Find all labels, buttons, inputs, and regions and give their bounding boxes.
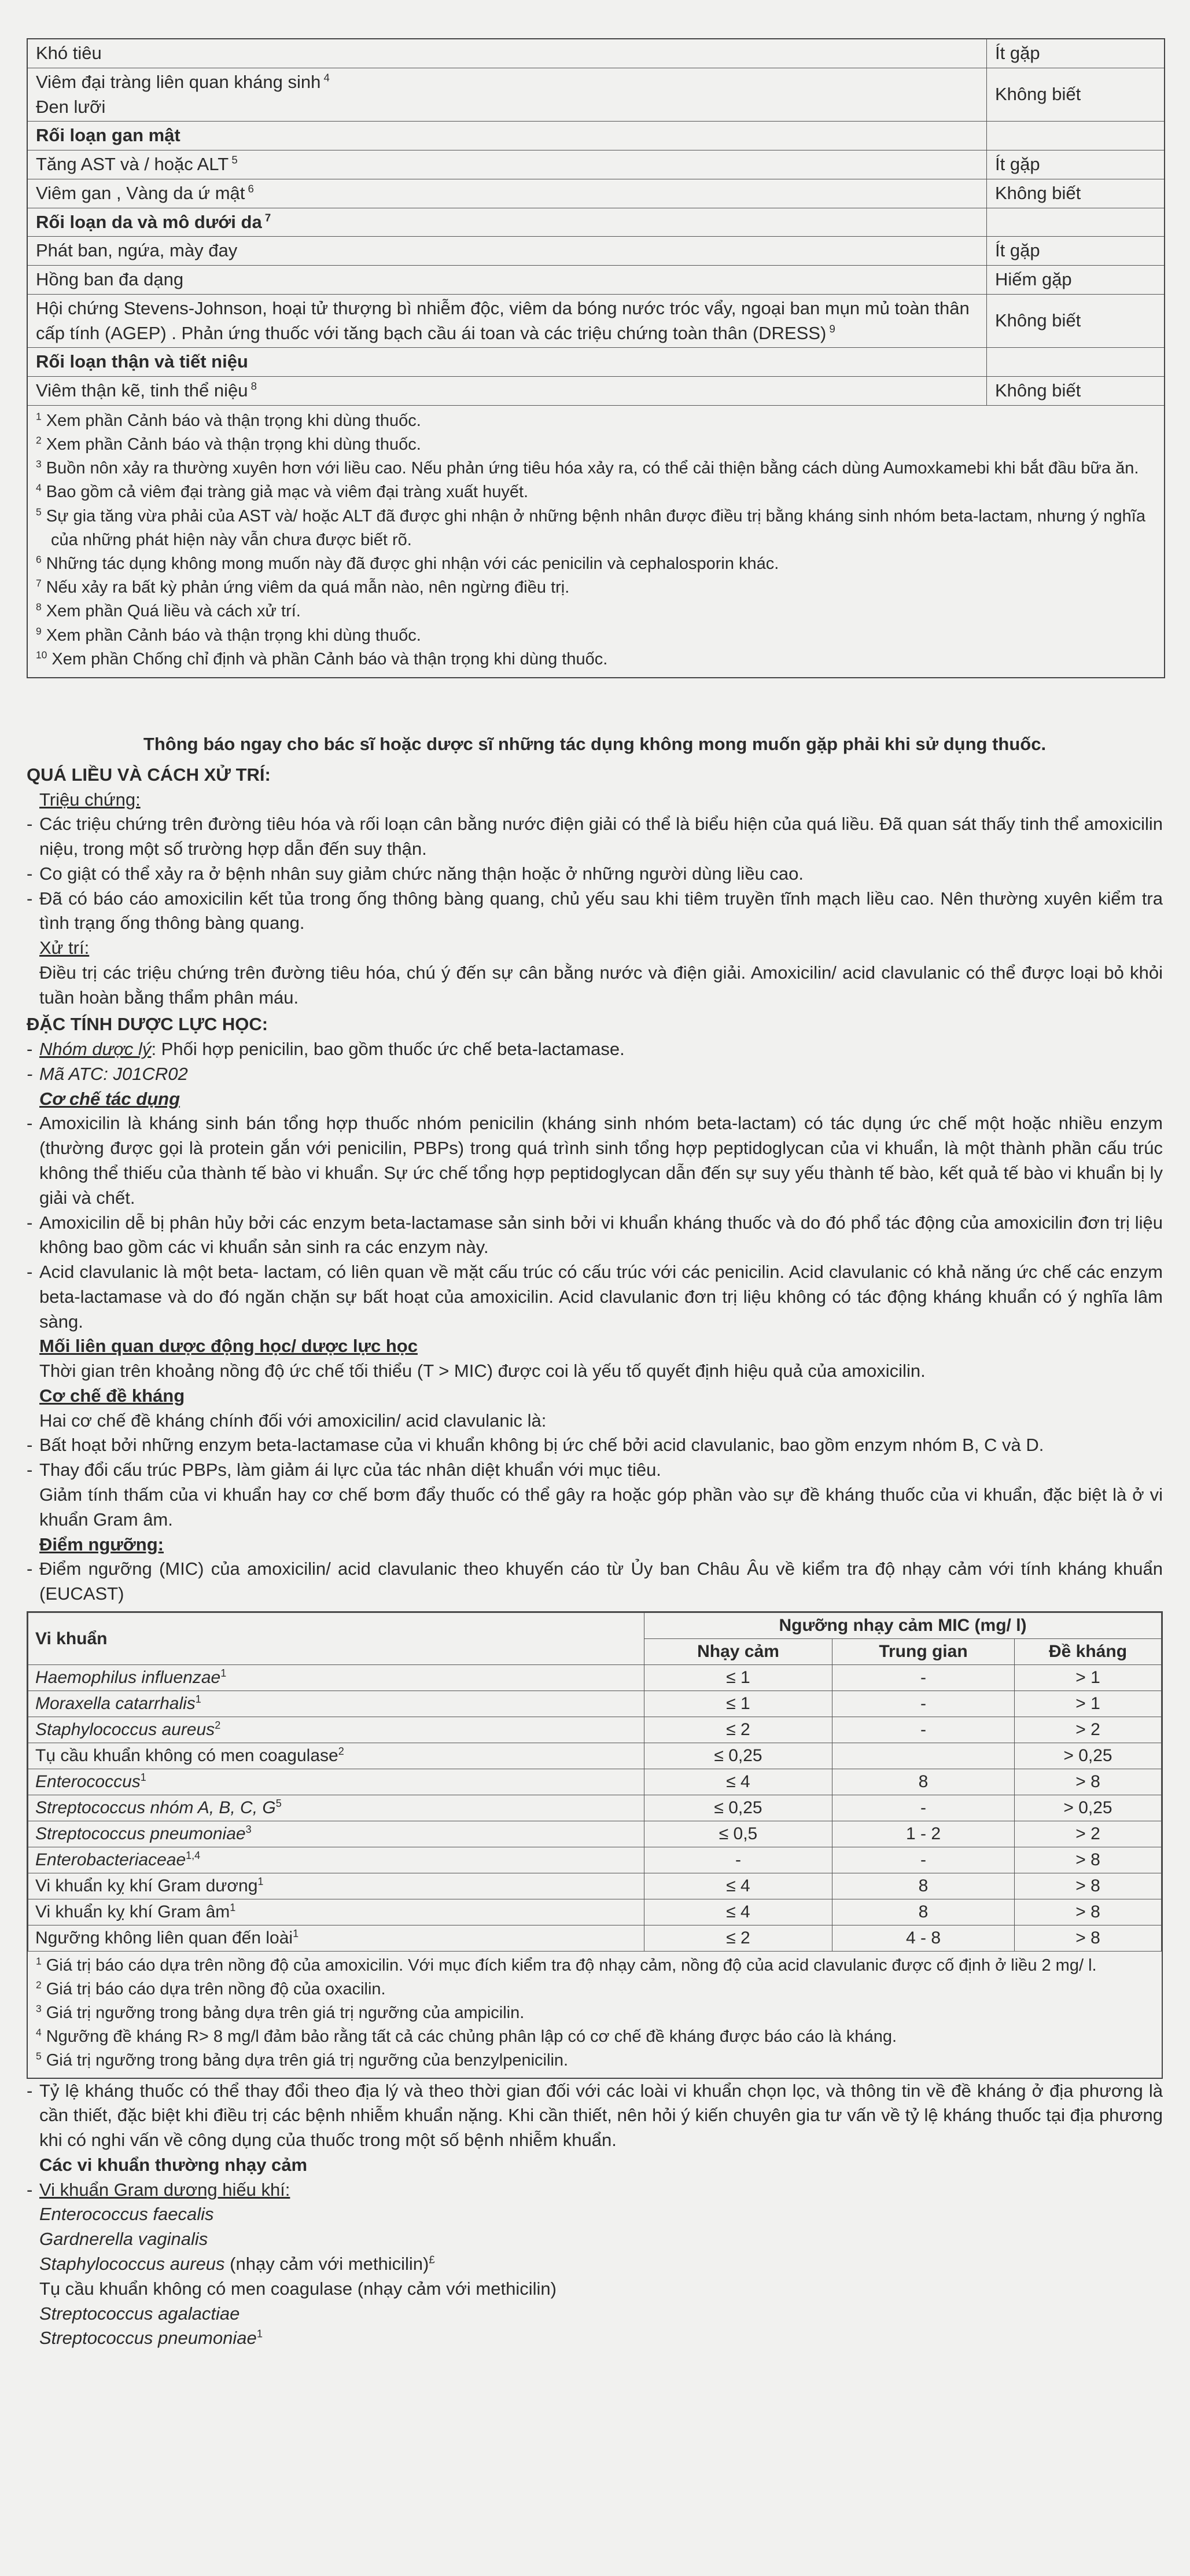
ae-frequency: Ít gặp: [987, 39, 1165, 68]
ae-effect-text: Viêm thận kẽ, tinh thể niệu: [36, 380, 248, 401]
footnote-marker: 3: [245, 1824, 252, 1836]
ae-row: [28, 377, 1164, 406]
ae-effect: [28, 266, 987, 295]
mic-footnotes: [28, 1952, 1162, 2078]
mic-bacterium: [28, 1769, 644, 1795]
sensitive-name: Staphylococcus aureus: [39, 2254, 225, 2274]
main-text: [27, 732, 1163, 2351]
footnote-text: Xem phần Chống chỉ định và phần Cảnh báo và thận trọng khi dùng thuốc.: [47, 649, 608, 668]
mic-bacterium: [28, 1795, 644, 1821]
mic-intermediate: 8: [832, 1769, 1015, 1795]
footnote-text: Xem phần Cảnh báo và thận trọng khi dùng thuốc.: [41, 626, 421, 645]
mic-bacterium-name: Enterococcus: [35, 1772, 141, 1792]
footnote: [36, 409, 1156, 433]
footnote-marker: 2: [36, 1979, 42, 1991]
footnote-text: Nếu xảy ra bất kỳ phản ứng viêm da quá mẫn nào, nên ngừng điều trị.: [41, 578, 570, 597]
ae-effect-text: Khó tiêu: [36, 43, 102, 63]
mic-susceptible: ≤ 0,25: [644, 1743, 832, 1769]
mic-row: [28, 1743, 1162, 1769]
mic-bacterium-name: Vi khuẩn kỵ khí Gram dương: [35, 1876, 258, 1896]
pharmacologic-group: - Nhóm dược lý: Phối hợp penicilin, bao gồm thuốc ức chế beta-lactamase.: [27, 1037, 1163, 1062]
ae-row: [28, 266, 1164, 295]
resistance-item: - Thay đổi cấu trúc PBPs, làm giảm ái lực của tác nhân diệt khuẩn với mục tiêu.: [27, 1458, 1163, 1483]
ae-effect-text: Đen lưỡi: [36, 96, 106, 117]
mic-intermediate: 8: [832, 1899, 1015, 1925]
mic-col-resistant: Đề kháng: [1015, 1638, 1162, 1664]
sensitive-item: [39, 2326, 1163, 2351]
footnote-text: Bao gồm cả viêm đại tràng giả mạc và viêm đại tràng xuất huyết.: [41, 483, 529, 502]
ae-effect: [28, 68, 987, 122]
footnote-marker: 9: [36, 624, 42, 637]
footnote-marker: 1: [293, 1928, 299, 1940]
footnote-marker: 1: [36, 410, 42, 422]
sensitive-name: Gardnerella vaginalis: [39, 2229, 208, 2250]
ae-group-row: [28, 122, 1164, 150]
mic-susceptible: -: [644, 1847, 832, 1873]
footnote: [36, 457, 1156, 480]
mic-bacterium-name: Streptococcus nhóm A, B, C, G: [35, 1798, 276, 1818]
ae-group-row: [28, 348, 1164, 377]
footnote: [36, 552, 1156, 576]
ae-group-label: [28, 348, 987, 377]
mic-resistant: > 8: [1015, 1899, 1162, 1925]
mic-intermediate: 8: [832, 1873, 1015, 1899]
footnote-marker: 10: [36, 649, 47, 661]
ae-row: [28, 150, 1164, 179]
sensitive-subheading: - Vi khuẩn Gram dương hiếu khí:: [27, 2178, 1163, 2203]
footnote: [36, 433, 1156, 457]
mic-resistant: > 8: [1015, 1925, 1162, 1951]
footnote-text: Giá trị báo cáo dựa trên nồng độ của amoxicilin. Với mục đích kiểm tra độ nhạy cảm, nồng độ của acid clavulanic được cố định ở liều 2 mg/ l.: [41, 1956, 1097, 1975]
sensitive-item: [39, 2202, 1163, 2227]
mic-bacterium: [28, 1743, 644, 1769]
ae-frequency: [987, 122, 1165, 150]
ae-effect-text: Viêm đại tràng liên quan kháng sinh: [36, 71, 321, 92]
resistance-item: - Bất hoạt bởi những enzym beta-lactamase của vi khuẩn không bị ức chế bởi acid clavulanic, bao gồm enzym nhóm B, C và D.: [27, 1433, 1163, 1458]
mic-breakpoint-table: [27, 1611, 1163, 2079]
sensitive-item: [39, 2252, 1163, 2277]
resistance-label: Cơ chế đề kháng: [39, 1385, 185, 1406]
mic-col-bacteria: Vi khuẩn: [28, 1612, 644, 1664]
footnote: [36, 480, 1156, 504]
ae-frequency: Ít gặp: [987, 150, 1165, 179]
mic-bacterium: [28, 1847, 644, 1873]
mic-bacterium: [28, 1717, 644, 1743]
ae-effect-text: Phát ban, ngứa, mày đay: [36, 240, 238, 261]
mechanism-item: - Amoxicilin là kháng sinh bán tổng hợp thuốc nhóm penicilin (kháng sinh nhóm beta-lactam) có tác dụng ức chế một hoặc nhiều enzym (thường được gọi là protein gắn với penicilin, PBPs) trong quá trình sinh tổng hợp peptidoglycan của vi khuẩn, là một thành phần cấu trúc không thể thiếu của thành tế bào vi khuẩn. Sự ức chế tổng hợp peptidoglycan dẫn đến sự suy yếu thành tế bào, kết quả tế bào vi khuẩn bị ly giải và chết.: [27, 1111, 1163, 1210]
sensitive-name: Enterococcus faecalis: [39, 2204, 214, 2225]
footnote-marker: 1: [220, 1667, 227, 1680]
mic-intermediate: -: [832, 1664, 1015, 1691]
footnote-marker: 5: [36, 505, 42, 517]
mic-bacterium-name: Streptococcus pneumoniae: [35, 1824, 246, 1844]
footnote-marker: 7: [261, 211, 271, 224]
sensitive-name: Streptococcus pneumoniae: [39, 2328, 257, 2349]
ae-row: [28, 179, 1164, 208]
footnote-marker: 6: [245, 182, 254, 195]
mic-bacterium: [28, 1873, 644, 1899]
footnote-text: Ngưỡng đề kháng R> 8 mg/l đảm bảo rằng tất cả các chủng phân lập có cơ chế đề kháng được báo cáo là kháng.: [41, 2027, 897, 2046]
ae-effect-text: Hồng ban đa dạng: [36, 269, 184, 290]
resistance-geography: - Tỷ lệ kháng thuốc có thể thay đổi theo địa lý và theo thời gian đối với các loài vi khuẩn chọn lọc, và thông tin về đề kháng ở địa phương là cần thiết, đặc biệt khi điều trị các bệnh nhiễm khuẩn nặng. Khi cần thiết, nên hỏi ý kiến chuyên gia tư vấn về tỷ lệ kháng thuốc tại địa phương khi có nghi vấn về công dụng của thuốc trong một số bệnh nhiễm khuẩn.: [27, 2079, 1163, 2153]
footnote: [36, 600, 1156, 623]
symptom-item: - Các triệu chứng trên đường tiêu hóa và rối loạn cân bằng nước điện giải có thể là biểu hiện của quá liều. Đã quan sát thấy tinh thể amoxicilin niệu, trong một số trường hợp dẫn đến suy thận.: [27, 812, 1163, 862]
ae-frequency: [987, 348, 1165, 377]
footnote: [36, 2049, 1154, 2072]
mic-row: [28, 1664, 1162, 1691]
ae-group-label: [28, 208, 987, 237]
atc-code: - Mã ATC: J01CR02: [27, 1062, 1163, 1087]
mechanism-label: Cơ chế tác dụng: [39, 1088, 180, 1109]
breakpoint-label: Điểm ngưỡng:: [39, 1534, 164, 1555]
footnote-marker: 9: [826, 322, 835, 335]
mic-row: [28, 1899, 1162, 1925]
mic-intermediate: 4 - 8: [832, 1925, 1015, 1951]
sensitive-item: [39, 2227, 1163, 2252]
mic-bacterium-name: Staphylococcus aureus: [35, 1720, 215, 1740]
pharmacodynamics-heading: ĐẶC TÍNH DƯỢC LỰC HỌC:: [27, 1014, 268, 1035]
mic-susceptible: ≤ 1: [644, 1664, 832, 1691]
mic-intermediate: -: [832, 1847, 1015, 1873]
adverse-effects-rows: [28, 39, 1164, 405]
treatment-text: Điều trị các triệu chứng trên đường tiêu hóa, chú ý đến sự cân bằng nước và điện giải. Amoxicilin/ acid clavulanic có thể được loại bỏ khỏi tuần hoàn bằng thẩm phân máu.: [39, 962, 1163, 1008]
pkpd-label: Mối liên quan dược động học/ dược lực học: [39, 1336, 418, 1357]
mic-resistant: > 8: [1015, 1873, 1162, 1899]
mechanism-list: [27, 1111, 1163, 1334]
resistance-intro: Hai cơ chế đề kháng chính đối với amoxicilin/ acid clavulanic là:: [39, 1410, 547, 1431]
mic-susceptible: ≤ 4: [644, 1899, 832, 1925]
mic-intermediate: -: [832, 1691, 1015, 1717]
ae-row: [28, 39, 1164, 68]
mic-bacterium-name: Moraxella catarrhalis: [35, 1694, 196, 1714]
resistance-list: [27, 1433, 1163, 1483]
symptoms-label: Triệu chứng:: [39, 789, 141, 810]
mic-row: [28, 1795, 1162, 1821]
mic-intermediate: [832, 1743, 1015, 1769]
mic-row: [28, 1925, 1162, 1951]
mic-rows: [28, 1664, 1162, 1951]
footnote-marker: 5: [275, 1798, 282, 1810]
ae-frequency: Không biết: [987, 179, 1165, 208]
mic-bacterium-name: Tụ cầu khuẩn không có men coagulase: [35, 1746, 338, 1766]
treatment-label: Xử trí:: [39, 938, 90, 958]
mic-susceptible: ≤ 0,5: [644, 1821, 832, 1847]
footnote-marker: 1: [257, 1876, 264, 1888]
ae-group-label: [28, 122, 987, 150]
symptom-item: - Đã có báo cáo amoxicilin kết tủa trong ống thông bàng quang, chủ yếu sau khi tiêm truyền tĩnh mạch liều cao. Nên thường xuyên kiểm tra tình trạng ống thông bàng quang.: [27, 887, 1163, 936]
sensitive-name: Tụ cầu khuẩn không có men coagulase (nhạy cảm với methicilin): [39, 2278, 557, 2299]
mechanism-item: - Acid clavulanic là một beta- lactam, có liên quan về mặt cấu trúc có cấu trúc với các penicilin. Acid clavulanic có khả năng ức chế các enzym beta-lactamase và do đó ngăn chặn sự bất hoạt của amoxicilin. Acid clavulanic đơn trị liệu không có tác động kháng khuẩn có ý nghĩa lâm sàng.: [27, 1260, 1163, 1334]
footnote: [36, 2001, 1154, 2025]
ae-row: [28, 294, 1164, 348]
ae-effect: [28, 237, 987, 266]
adverse-effects-table: [27, 38, 1165, 678]
symptom-item: - Co giật có thể xảy ra ở bệnh nhân suy giảm chức năng thận hoặc ở những người dùng liều cao.: [27, 862, 1163, 887]
footnote: [36, 648, 1156, 671]
footnote-marker: 1: [140, 1772, 146, 1784]
mic-bacterium: [28, 1691, 644, 1717]
footnote-marker: 1,4: [186, 1850, 201, 1862]
footnote-marker: 6: [36, 553, 42, 565]
footnote: [36, 624, 1156, 648]
mic-resistant: > 0,25: [1015, 1795, 1162, 1821]
mic-row: [28, 1873, 1162, 1899]
footnote-marker: 8: [36, 601, 42, 613]
footnote-marker: 1: [36, 1955, 42, 1967]
footnote-marker: 7: [36, 577, 42, 589]
pkpd-text: Thời gian trên khoảng nồng độ ức chế tối thiểu (T > MIC) được coi là yếu tố quyết định hiệu quả của amoxicilin.: [39, 1361, 926, 1381]
footnote-marker: 2: [215, 1719, 221, 1732]
mic-bacterium: [28, 1899, 644, 1925]
mic-resistant: > 8: [1015, 1847, 1162, 1873]
ae-frequency: Ít gặp: [987, 237, 1165, 266]
footnote-text: Giá trị ngưỡng trong bảng dựa trên giá trị ngưỡng của benzylpenicilin.: [41, 2051, 569, 2070]
ae-effect: [28, 294, 987, 348]
mic-row: [28, 1769, 1162, 1795]
footnote-text: Giá trị báo cáo dựa trên nồng độ của oxacilin.: [41, 1979, 386, 1998]
ae-effect-text: Tăng AST và / hoặc ALT: [36, 154, 229, 175]
mic-intermediate: -: [832, 1717, 1015, 1743]
mic-bacterium-name: Haemophilus influenzae: [35, 1668, 221, 1688]
mic-bacterium: [28, 1664, 644, 1691]
footnote-text: Xem phần Quá liều và cách xử trí.: [41, 602, 301, 621]
mic-susceptible: ≤ 2: [644, 1925, 832, 1951]
footnote: [36, 1978, 1154, 2001]
ae-frequency: Hiếm gặp: [987, 266, 1165, 295]
mic-col-group: Ngưỡng nhạy cảm MIC (mg/ l): [644, 1612, 1162, 1638]
ae-row: [28, 68, 1164, 122]
footnote: [36, 1954, 1154, 1978]
ae-row: [28, 237, 1164, 266]
ae-effect-text: Hội chứng Stevens-Johnson, hoại tử thượng bì nhiễm độc, viêm da bóng nước tróc vẩy, ngoại ban mụn mủ toàn thân cấp tính (AGEP) . Phản ứng thuốc với tăng bạch cầu ái toan và các triệu chứng toàn thân (DRESS): [36, 297, 970, 343]
ae-group-row: [28, 208, 1164, 237]
mic-resistant: > 1: [1015, 1664, 1162, 1691]
footnote-marker: 2: [338, 1745, 344, 1758]
overdose-heading: QUÁ LIỀU VÀ CÁCH XỬ TRÍ:: [27, 764, 271, 785]
mic-row: [28, 1717, 1162, 1743]
ae-effect: [28, 377, 987, 406]
footnote-marker: 3: [36, 2002, 42, 2015]
mic-bacterium: [28, 1925, 644, 1951]
footnote-marker: 4: [36, 482, 42, 494]
mic-row: [28, 1691, 1162, 1717]
mic-resistant: > 1: [1015, 1691, 1162, 1717]
mic-col-susceptible: Nhạy cảm: [644, 1638, 832, 1664]
ae-effect-text: Viêm gan , Vàng da ứ mật: [36, 182, 245, 203]
mic-susceptible: ≤ 4: [644, 1873, 832, 1899]
mic-bacterium: [28, 1821, 644, 1847]
breakpoint-text: - Điểm ngưỡng (MIC) của amoxicilin/ acid clavulanic theo khuyến cáo từ Ủy ban Châu Âu về kiểm tra độ nhạy cảm với tính kháng khuẩn (EUCAST): [27, 1557, 1163, 1607]
footnote-text: Sự gia tăng vừa phải của AST và/ hoặc ALT đã được ghi nhận ở những bệnh nhân được điều trị bằng kháng sinh nhóm beta-lactam, nhưng ý nghĩa của những phát hiện này vẫn chưa được biết rõ.: [41, 506, 1145, 549]
footnote: [36, 576, 1156, 600]
footnote-marker: 5: [36, 2050, 42, 2062]
mic-susceptible: ≤ 0,25: [644, 1795, 832, 1821]
adverse-effects-footnotes: [28, 406, 1164, 677]
footnote-marker: 1: [195, 1693, 201, 1706]
ae-effect-text: Rối loạn thận và tiết niệu: [36, 351, 248, 372]
footnote-marker: 1: [256, 2327, 263, 2340]
footnote: [36, 505, 1156, 552]
mic-resistant: > 2: [1015, 1821, 1162, 1847]
ae-frequency: Không biết: [987, 294, 1165, 348]
footnote-marker: 4: [320, 71, 330, 84]
footnote-marker: 4: [36, 2026, 42, 2038]
sensitive-item: [39, 2277, 1163, 2302]
footnote-text: Xem phần Cảnh báo và thận trọng khi dùng thuốc.: [41, 435, 421, 454]
mic-resistant: > 2: [1015, 1717, 1162, 1743]
mic-bacterium-name: Enterobacteriaceae: [35, 1850, 186, 1870]
sensitive-item: [39, 2302, 1163, 2327]
ae-effect-text: Rối loạn da và mô dưới da: [36, 211, 262, 232]
report-notice: Thông báo ngay cho bác sĩ hoặc dược sĩ những tác dụng không mong muốn gặp phải khi sử dụng thuốc.: [143, 734, 1047, 754]
footnote: [36, 2025, 1154, 2049]
ae-frequency: Không biết: [987, 377, 1165, 406]
footnote-marker: £: [429, 2253, 435, 2266]
mic-row: [28, 1847, 1162, 1873]
mic-row: [28, 1821, 1162, 1847]
footnote-marker: 2: [36, 434, 42, 446]
footnote-text: Buồn nôn xảy ra thường xuyên hơn với liều cao. Nếu phản ứng tiêu hóa xảy ra, có thể cải thiện bằng cách dùng Aumoxkamebi khi bắt đầu bữa ăn.: [41, 459, 1139, 478]
sensitive-note: (nhạy cảm với methicilin): [224, 2254, 429, 2274]
mechanism-item: - Amoxicilin dễ bị phân hủy bởi các enzym beta-lactamase sản sinh bởi vi khuẩn kháng thuốc và do đó phổ tác động của amoxicilin đơn trị liệu không bao gồm các vi khuẩn sản sinh ra các enzym này.: [27, 1211, 1163, 1261]
ae-effect-text: Rối loạn gan mật: [36, 125, 180, 146]
resistance-extra: Giảm tính thấm của vi khuẩn hay cơ chế bơm đẩy thuốc có thể gây ra hoặc góp phần vào sự đề kháng thuốc của vi khuẩn, đặc biệt là ở vi khuẩn Gram âm.: [39, 1484, 1163, 1530]
mic-susceptible: ≤ 4: [644, 1769, 832, 1795]
footnote-marker: 3: [36, 458, 42, 470]
mic-resistant: > 8: [1015, 1769, 1162, 1795]
ae-effect: [28, 179, 987, 208]
mic-col-intermediate: Trung gian: [832, 1638, 1015, 1664]
ae-effect: [28, 150, 987, 179]
sensitive-name: Streptococcus agalactiae: [39, 2303, 240, 2324]
mic-intermediate: -: [832, 1795, 1015, 1821]
footnote-text: Giá trị ngưỡng trong bảng dựa trên giá trị ngưỡng của ampicilin.: [41, 2004, 525, 2023]
footnote-marker: 1: [230, 1902, 236, 1914]
mic-bacterium-name: Vi khuẩn kỵ khí Gram âm: [35, 1902, 230, 1922]
mic-susceptible: ≤ 1: [644, 1691, 832, 1717]
footnote-marker: 8: [248, 380, 257, 392]
ae-effect: [28, 39, 987, 68]
footnote-marker: 5: [229, 153, 238, 166]
ae-frequency: Không biết: [987, 68, 1165, 122]
mic-bacterium-name: Ngưỡng không liên quan đến loài: [35, 1928, 293, 1948]
sensitive-list: [27, 2202, 1163, 2351]
ae-frequency: [987, 208, 1165, 237]
footnote-text: Xem phần Cảnh báo và thận trọng khi dùng thuốc.: [41, 411, 421, 430]
mic-susceptible: ≤ 2: [644, 1717, 832, 1743]
sensitive-heading: Các vi khuẩn thường nhạy cảm: [39, 2154, 308, 2175]
footnote-text: Những tác dụng không mong muốn này đã được ghi nhận với các penicilin và cephalosporin khác.: [41, 554, 779, 573]
mic-intermediate: 1 - 2: [832, 1821, 1015, 1847]
mic-resistant: > 0,25: [1015, 1743, 1162, 1769]
symptoms-list: [27, 812, 1163, 936]
